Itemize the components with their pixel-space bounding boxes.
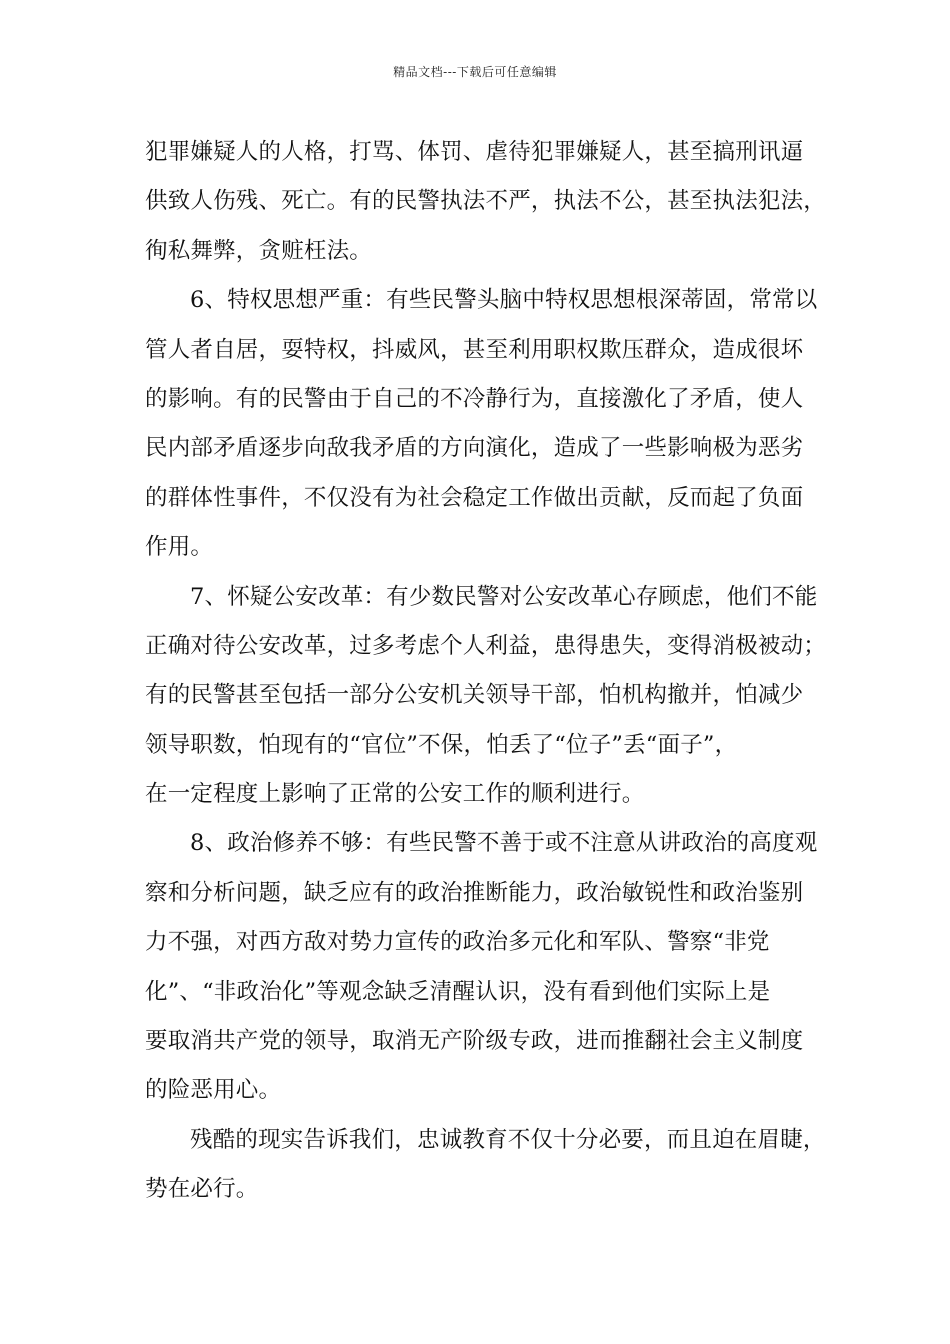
- text-line: 领导职数，怕现有的“官位”不保，怕丢了“位子”丢“面子”，: [145, 731, 738, 758]
- text-line: 的群体性事件，不仅没有为社会稳定工作做出贡献，反而起了负面: [145, 484, 804, 511]
- page-header: 精品文档---下载后可任意编辑: [393, 65, 557, 79]
- text-line: 要取消共产党的领导，取消无产阶级专政，进而推翻社会主义制度: [145, 1028, 804, 1055]
- text-line: 民内部矛盾逐步向敌我矛盾的方向演化，造成了一些影响极为恶劣: [145, 435, 804, 462]
- text-line: 力不强，对西方敌对势力宣传的政治多元化和军队、警察“非党: [145, 929, 770, 956]
- text-line: 化”、“非政治化”等观念缺乏清醒认识，没有看到他们实际上是: [145, 978, 771, 1005]
- text-line: 的险恶用心。: [145, 1077, 282, 1104]
- text-line: 作用。: [145, 534, 214, 561]
- text-line: 察和分析问题，缺乏应有的政治推断能力，政治敏锐性和政治鉴别: [145, 879, 804, 906]
- text-line: 势在必行。: [145, 1176, 259, 1203]
- text-line: 有的民警甚至包括一部分公安机关领导干部，怕机构撤并，怕减少: [145, 682, 804, 709]
- text-line: 徇私舞弊，贪赃枉法。: [145, 237, 373, 264]
- document-body: [145, 128, 835, 1215]
- paragraph-start-line: 6、特权思想严重：有些民警头脑中特权思想根深蒂固，常常以: [190, 287, 818, 314]
- text-line: 在一定程度上影响了正常的公安工作的顺利进行。: [145, 781, 645, 808]
- paragraph-start-line: 残酷的现实告诉我们，忠诚教育不仅十分必要，而且迫在眉睫，: [190, 1126, 826, 1153]
- text-line: 供致人伤残、死亡。有的民警执法不严，执法不公，甚至执法犯法，: [145, 188, 827, 215]
- text-line: 犯罪嫌疑人的人格，打骂、体罚、虐待犯罪嫌疑人，甚至搞刑讯逼: [145, 139, 804, 165]
- paragraph-start-line: 7、怀疑公安改革：有少数民警对公安改革心存顾虑，他们不能: [190, 583, 818, 610]
- text-line: 正确对待公安改革，过多考虑个人利益，患得患失，变得消极被动；: [145, 632, 827, 659]
- text-line: 管人者自居，耍特权，抖威风，甚至利用职权欺压群众，造成很坏: [145, 336, 804, 363]
- text-line: 的影响。有的民警由于自己的不冷静行为，直接激化了矛盾，使人: [145, 385, 804, 412]
- paragraph-start-line: 8、政治修养不够：有些民警不善于或不注意从讲政治的高度观: [190, 830, 818, 857]
